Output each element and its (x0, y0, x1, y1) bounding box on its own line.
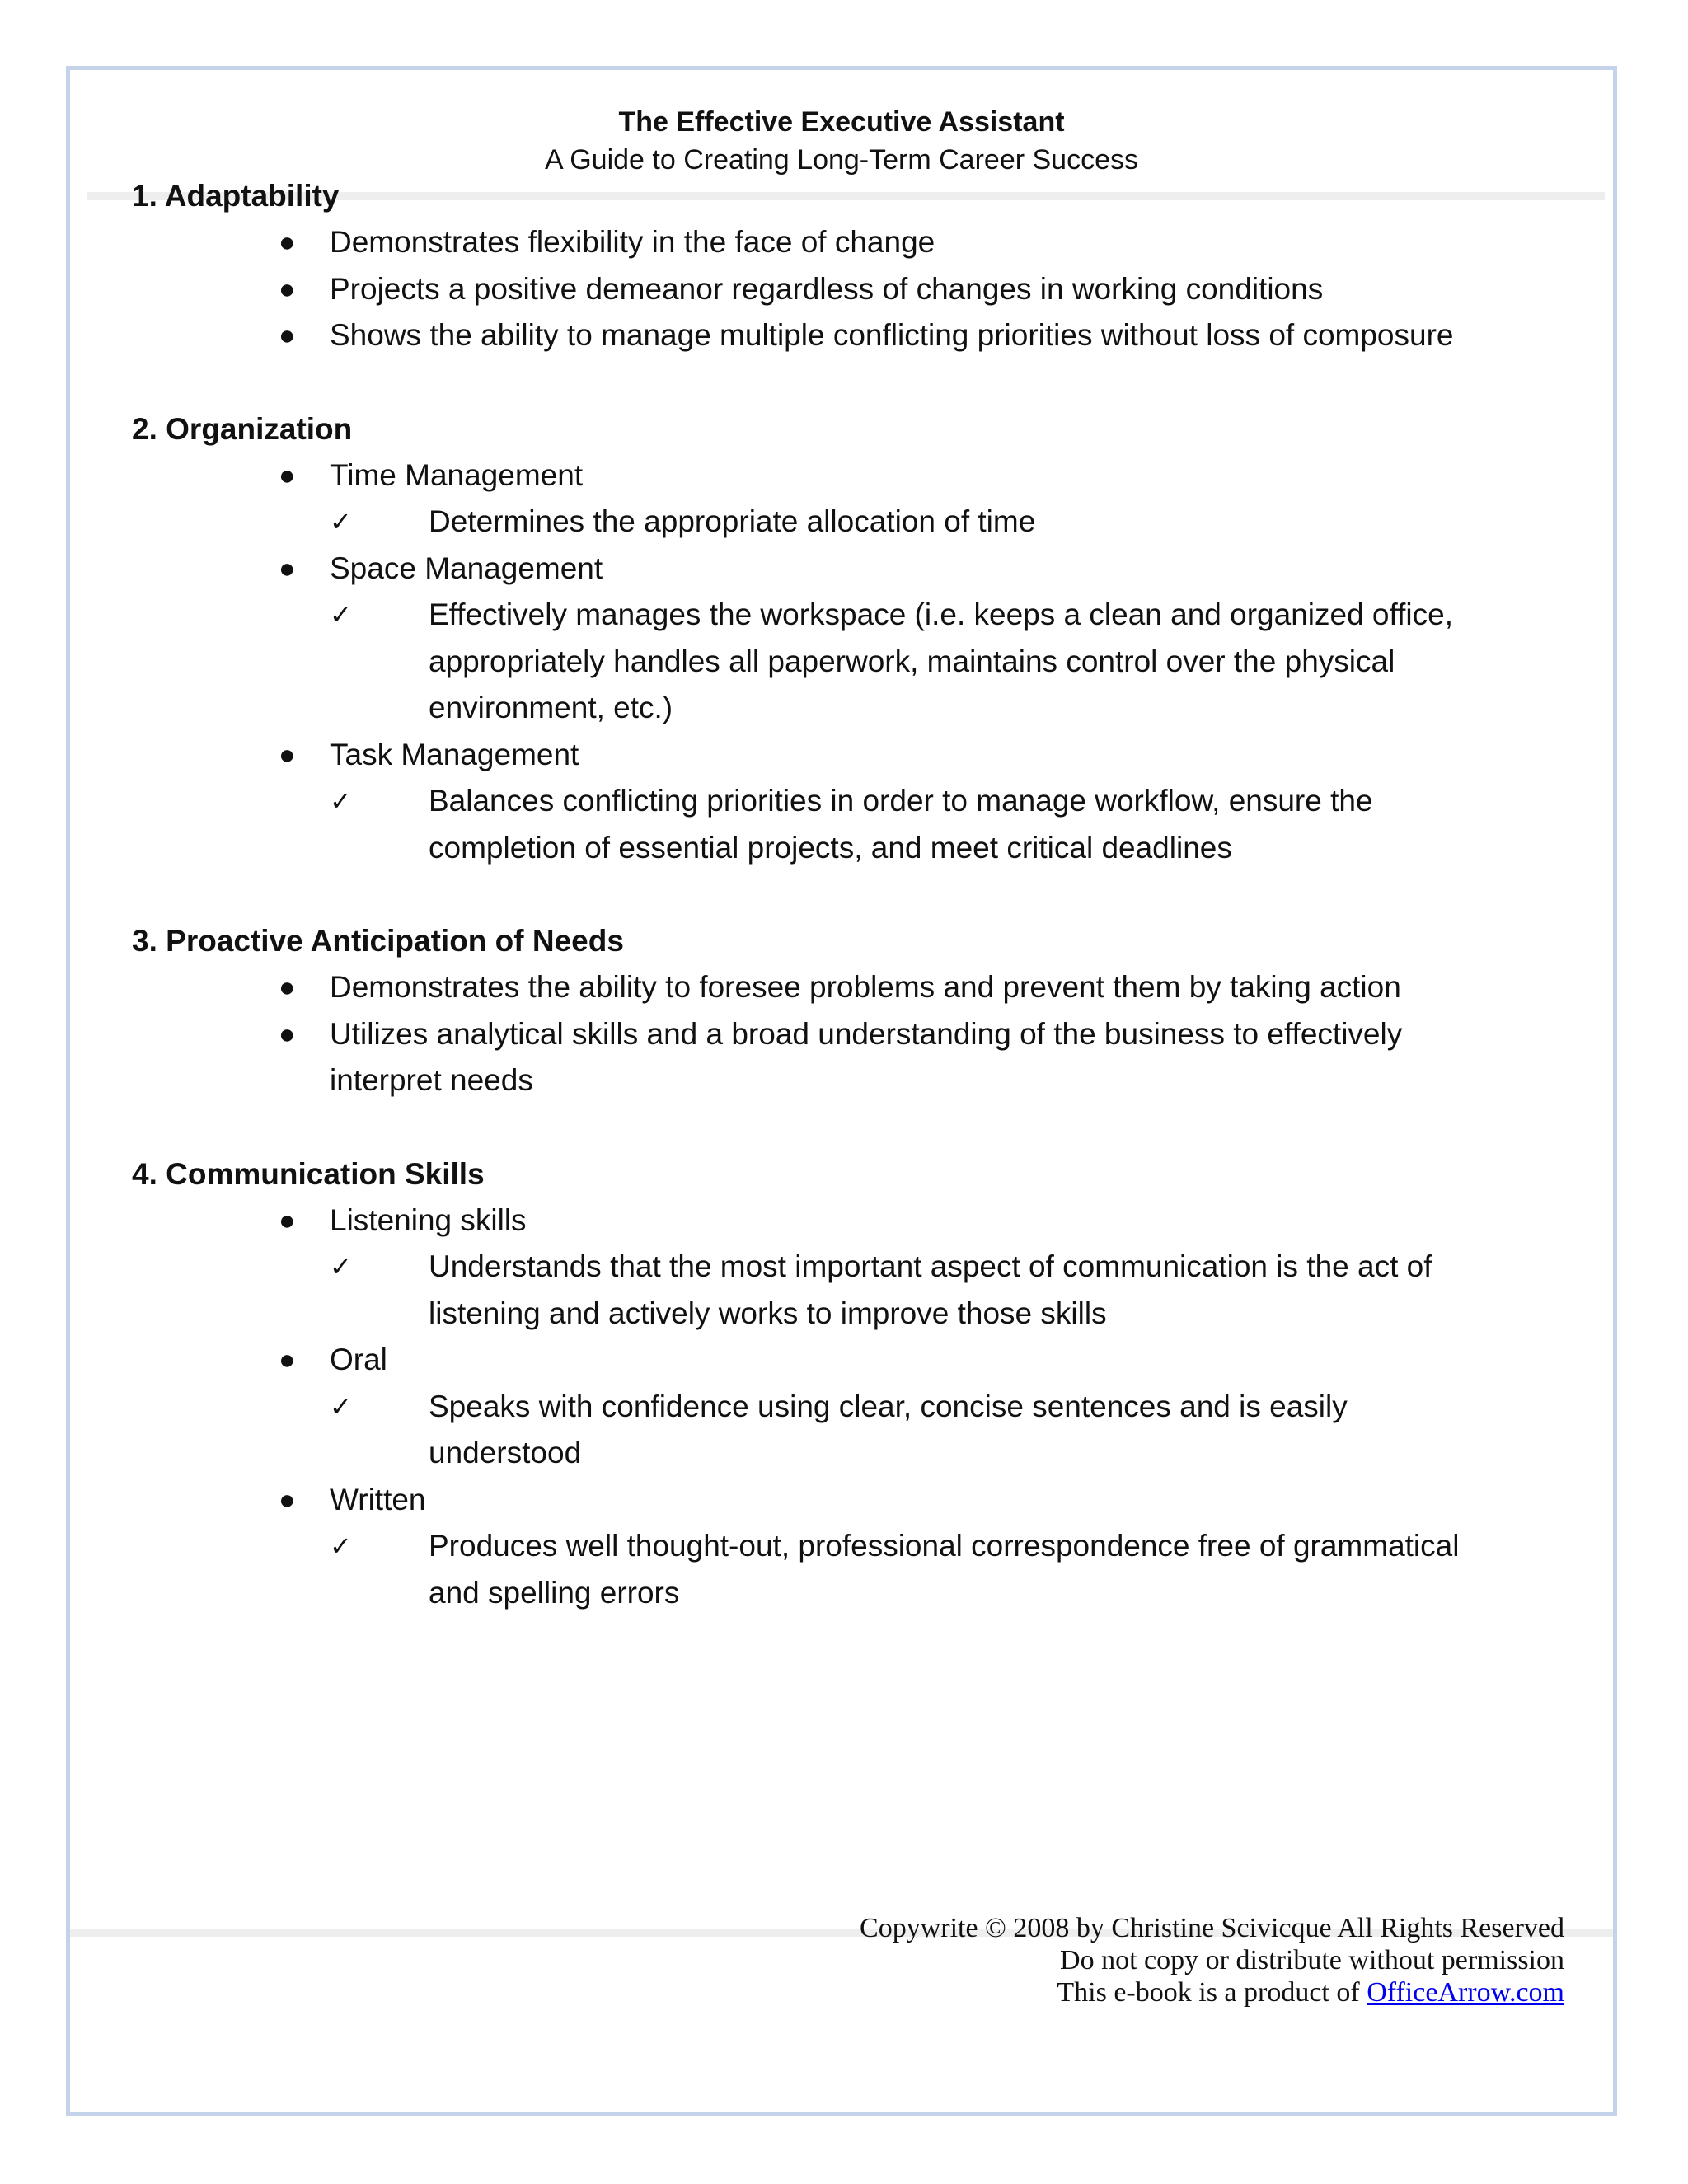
list-item (132, 1477, 1484, 1617)
list-item-text: Shows the ability to manage multiple conflicting priorities without loss of composure (330, 318, 1454, 352)
checkmark-icon: ✓ (330, 1530, 352, 1562)
bullet-icon: ● (279, 459, 296, 491)
list-item (132, 964, 1484, 1011)
checkmark-icon: ✓ (330, 785, 352, 817)
list-item-text: Demonstrates flexibility in the face of change (330, 225, 935, 259)
section-heading: 4. Communication Skills (132, 1156, 485, 1191)
bullet-icon: ● (279, 273, 296, 305)
checkmark-icon: ✓ (330, 1390, 352, 1422)
checkmark-icon: ✓ (330, 599, 352, 630)
sub-item-text: Speaks with confidence using clear, concise sentences and is easily understood (429, 1389, 1348, 1469)
page-header (70, 103, 1613, 179)
bullet-icon: ● (279, 552, 296, 584)
officearrow-link[interactable]: OfficeArrow.com (1367, 1977, 1564, 2008)
permission-notice: Do not copy or distribute without permission (1060, 1945, 1564, 1975)
document-body (132, 173, 1484, 1663)
list-item-text: Time Management (330, 457, 584, 492)
section-1 (132, 173, 1484, 359)
section-3 (132, 918, 1484, 1104)
bullet-icon: ● (279, 1018, 296, 1050)
sub-item (330, 499, 1484, 546)
section-heading: 1. Adaptability (132, 179, 340, 213)
list-item-text: Utilizes analytical skills and a broad understanding of the business to effectively interpret needs (330, 1016, 1403, 1097)
bullet-icon: ● (279, 1344, 296, 1376)
sub-item (330, 1244, 1484, 1337)
product-prefix: This e-book is a product of (1057, 1977, 1367, 2008)
list-item-text: Listening skills (330, 1202, 527, 1237)
list-item-text: Task Management (330, 737, 579, 771)
bullet-icon: ● (279, 738, 296, 771)
section-2 (132, 406, 1484, 872)
sub-item-text: Effectively manages the workspace (i.e. keeps a clean and organized office, appropriately handles all paperwork, maintains control over the physical environment, etc.) (429, 598, 1453, 724)
document-subtitle: A Guide to Creating Long-Term Career Success (544, 144, 1138, 176)
list-item (132, 732, 1484, 872)
list-item-text: Oral (330, 1343, 387, 1376)
sub-item-text: Determines the appropriate allocation of time (429, 504, 1036, 538)
list-item-text: Space Management (330, 551, 603, 585)
sub-item (330, 778, 1484, 871)
page-footer (860, 1912, 1564, 2008)
section-heading: 2. Organization (132, 411, 353, 446)
sub-item-text: Produces well thought-out, professional correspondence free of grammatical and spelling errors (429, 1529, 1460, 1610)
bullet-icon: ● (279, 1204, 296, 1236)
sub-item-text: Understands that the most important aspect of communication is the act of listening and actively works to improve those skills (429, 1249, 1432, 1330)
document-title: The Effective Executive Assistant (618, 106, 1065, 138)
list-item (132, 546, 1484, 732)
list-item (132, 452, 1484, 546)
list-item (132, 312, 1484, 359)
section-heading: 3. Proactive Anticipation of Needs (132, 924, 624, 958)
bullet-list (132, 452, 1484, 872)
checkmark-icon: ✓ (330, 1251, 352, 1282)
list-item-text: Demonstrates the ability to foresee problems and prevent them by taking action (330, 970, 1401, 1004)
copyright-line: Copywrite © 2008 by Christine Scivicque All Rights Reserved (860, 1913, 1564, 1943)
bullet-list (132, 964, 1484, 1104)
checkmark-icon: ✓ (330, 506, 352, 537)
list-item-text: Written (330, 1482, 426, 1516)
list-item (132, 219, 1484, 266)
list-item (132, 1197, 1484, 1338)
bullet-icon: ● (279, 1483, 296, 1516)
sub-item-text: Balances conflicting priorities in order to manage workflow, ensure the completion of essential projects, and meet critical deadlines (429, 784, 1373, 865)
bullet-list (132, 219, 1484, 359)
section-4 (132, 1151, 1484, 1617)
bullet-list (132, 1197, 1484, 1617)
sub-item (330, 1523, 1484, 1616)
list-item (132, 1337, 1484, 1477)
sub-item (330, 592, 1484, 732)
product-line (860, 1976, 1564, 2008)
list-item-text: Projects a positive demeanor regardless of changes in working conditions (330, 271, 1324, 306)
bullet-icon: ● (279, 320, 296, 351)
list-item (132, 1011, 1484, 1104)
bullet-icon: ● (279, 227, 296, 258)
list-item (132, 266, 1484, 313)
bullet-icon: ● (279, 972, 296, 1003)
sub-item (330, 1384, 1484, 1477)
